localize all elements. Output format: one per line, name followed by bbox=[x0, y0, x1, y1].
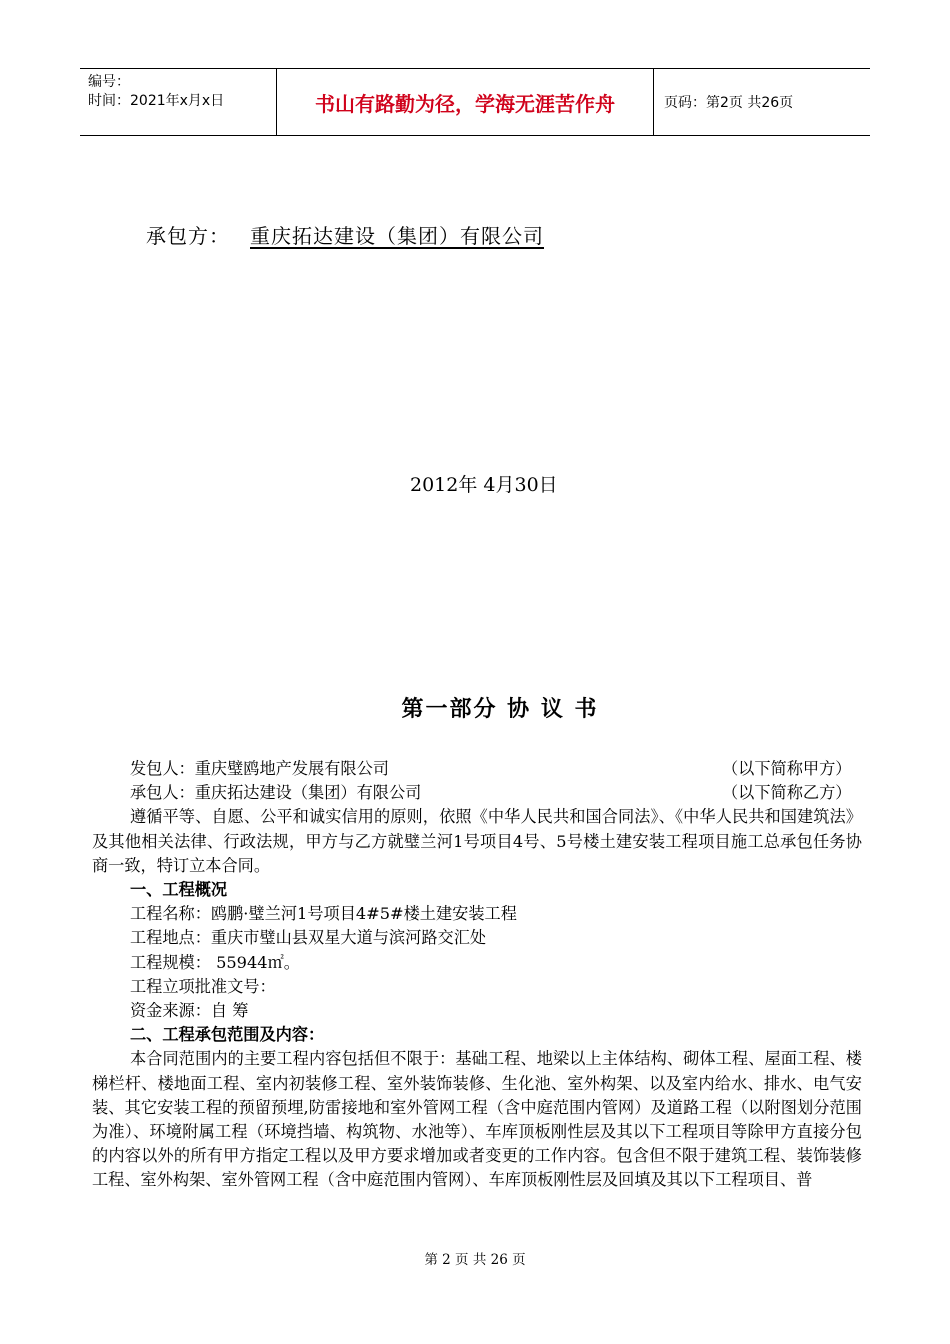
employer-alias: （以下简称甲方） bbox=[722, 759, 852, 778]
project-scale: 工程规模： 55944㎡。 bbox=[130, 952, 300, 972]
scope-paragraph: 本合同范围内的主要工程内容包括但不限于：基础工程、地梁以上主体结构、砌体工程、屋面工程、楼梯栏杆、楼地面工程、室内初装修工程、室外装饰装修、生化池、室外构架、以及室内给水、排水、电气安装、其它安装工程的预留预埋,防雷接地和室外管网工程（含中庭范围内管网）及道路工程（以附图划分范围为准）、环境附属工程（环境挡墙、构筑物、水池等）、车库顶板刚性层及其以下工程项目等除甲方直接分包的内容以外的所有甲方指定工程以及甲方要求增加或者变更的工作内容。包含但不限于建筑工程、装饰装修工程、室外构架、室外管网工程（含中庭范围内管网）、车库顶板刚性层及回填及其以下工程项目、普 bbox=[92, 1049, 862, 1190]
agreement-body bbox=[92, 757, 862, 1193]
cover-contractor-line bbox=[146, 220, 562, 249]
contractor-alias: （以下简称乙方） bbox=[722, 783, 852, 803]
intro-paragraph: 遵循平等、自愿、公平和诚实信用的原则，依照《中华人民共和国合同法》、《中华人民共和国建筑法》及其他相关法律、行政法规，甲方与乙方就璧兰河1号项目4号、5号楼土建安装工程项目施工总承包任务协商一致，特订立本合同。 bbox=[92, 807, 862, 875]
contractor-line bbox=[92, 781, 862, 805]
page-footer: 第 2 页 共 26 页 bbox=[424, 1252, 526, 1268]
approval-number: 工程立项批准文号： bbox=[130, 976, 276, 996]
header-meta bbox=[80, 69, 277, 135]
page-header bbox=[80, 68, 870, 136]
project-location: 工程地点：重庆市璧山县双星大道与滨河路交汇处 bbox=[130, 928, 487, 948]
project-name: 工程名称：鸥鹏·璧兰河1号项目4#5#楼土建安装工程 bbox=[130, 904, 517, 924]
employer-label: 发包人：重庆璧鸥地产发展有限公司 bbox=[130, 759, 389, 778]
contractor-name: 重庆拓达建设（集团）有限公司 bbox=[250, 224, 544, 248]
agreement-title: 第一部分 协 议 书 bbox=[401, 697, 599, 722]
cover-date: 2012年 4月30日 bbox=[410, 474, 558, 496]
header-motto: 书山有路勤为径，学海无涯苦作舟 bbox=[277, 69, 654, 135]
time-label: 时间：2021年x月x日 bbox=[88, 93, 225, 109]
employer-line bbox=[92, 757, 862, 781]
section2-heading: 二、工程承包范围及内容： bbox=[130, 1025, 325, 1045]
number-label: 编号： bbox=[88, 74, 130, 90]
contractor-label: 承包方： bbox=[146, 224, 230, 248]
contractor-party-label: 承包人：重庆拓达建设（集团）有限公司 bbox=[130, 783, 422, 803]
header-page-info: 页码：第2页 共26页 bbox=[664, 95, 794, 111]
funding-source: 资金来源：自 筹 bbox=[130, 1001, 249, 1021]
section1-heading: 一、工程概况 bbox=[130, 880, 228, 900]
